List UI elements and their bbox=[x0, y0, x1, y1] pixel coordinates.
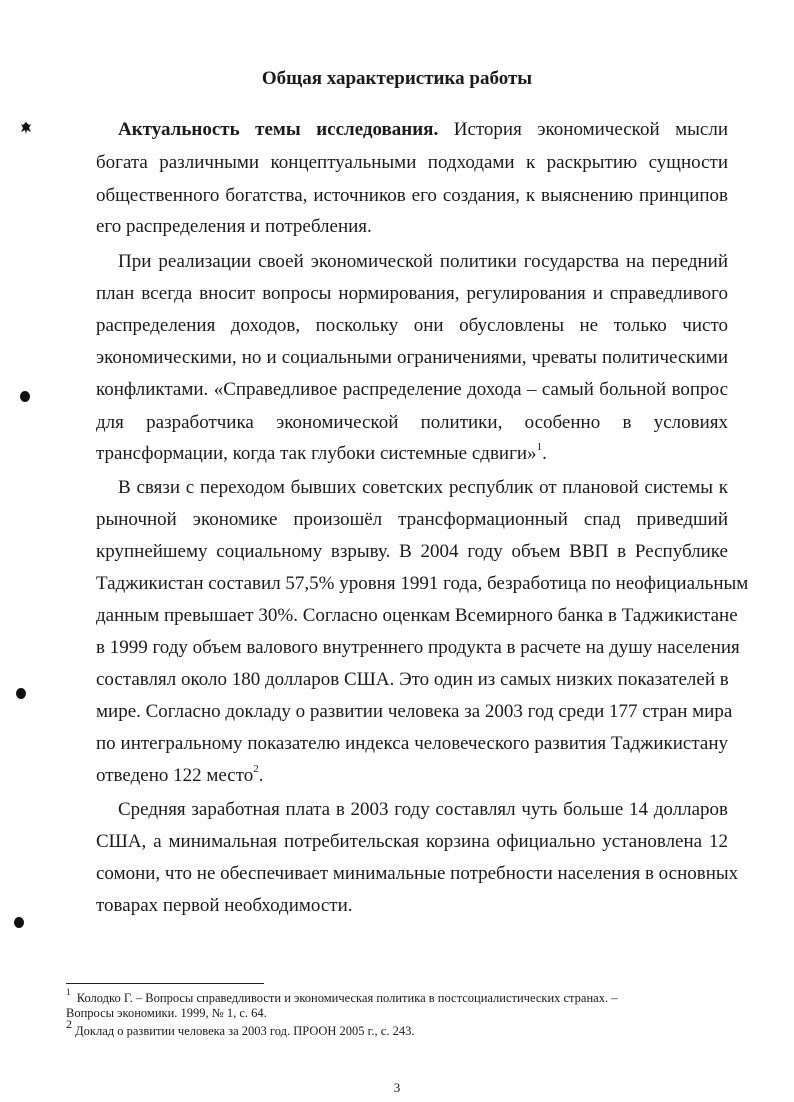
paragraph-line: отведено 122 место$^2$. bbox=[96, 762, 264, 786]
paragraph-line: его распределения и потребления. bbox=[96, 216, 372, 237]
footnote-mark: 1 bbox=[66, 986, 71, 997]
paragraph-line: план всегда вносит вопросы нормирования, регулирования и справедливого bbox=[96, 283, 728, 304]
paragraph-line: Актуальность темы исследования. История экономической мысли bbox=[118, 119, 729, 140]
paragraph-line: трансформации, когда так глубоки системные сдвиги»$^1$. bbox=[96, 440, 547, 464]
paragraph-line: Таджикистан составил 57,5% уровня 1991 года, безработица по неофициальным bbox=[96, 573, 749, 594]
footnote-1: $^1$ Колодко Г. – Вопросы справедливости и экономическая политика в постсоциалистических странах. – bbox=[66, 986, 618, 1005]
paragraph-line: При реализации своей экономической политики государства на передний bbox=[118, 251, 728, 272]
paragraph-line: составлял около 180 долларов США. Это один из самых низких показателей в bbox=[96, 669, 729, 690]
footnote-ref: 1 bbox=[536, 440, 543, 453]
paragraph-line: для разработчика экономической политики, особенно в условиях bbox=[96, 412, 728, 433]
paragraph-line: экономическими, но и социальными ограничениями, чреваты политическими bbox=[96, 347, 728, 368]
paragraph-line: конфликтами. «Справедливое распределение дохода – самый больной вопрос bbox=[96, 379, 728, 400]
margin-hole-icon bbox=[16, 688, 26, 699]
paragraph-line: сомони, что не обеспечивает минимальные потребности населения в основных bbox=[96, 863, 739, 884]
footnote-ref: 2 bbox=[253, 762, 259, 775]
paragraph-line: рыночной экономике произошёл трансформационный спад приведший bbox=[96, 509, 728, 530]
footnote-2: $^2$ Доклад о развитии человека за 2003 год. ПРООН 2005 г., с. 243. bbox=[66, 1016, 415, 1038]
page-number: 3 bbox=[393, 1080, 401, 1095]
paragraph-line: распределения доходов, поскольку они обусловлены не только чисто bbox=[96, 315, 728, 336]
paragraph-line: крупнейшему социальному взрыву. В 2004 году объем ВВП в Республике bbox=[96, 541, 728, 562]
paragraph-line: США, а минимальная потребительская корзина официально установлена 12 bbox=[96, 831, 728, 852]
paragraph-line: богата различными концептуальными подходами к раскрытию сущности bbox=[96, 152, 728, 173]
margin-mark-icon bbox=[20, 121, 32, 135]
footnote-divider bbox=[66, 983, 264, 984]
paragraph-lead: Актуальность темы исследования. bbox=[118, 119, 439, 140]
paragraph-line: мире. Согласно докладу о развитии человека за 2003 год среди 177 стран мира bbox=[96, 701, 733, 722]
paragraph-line: В связи с переходом бывших советских республик от плановой системы к bbox=[118, 477, 728, 498]
paragraph-line: Средняя заработная плата в 2003 году составлял чуть больше 14 долларов bbox=[118, 799, 728, 820]
margin-hole-icon bbox=[14, 917, 24, 928]
paragraph-line: товарах первой необходимости. bbox=[96, 895, 353, 916]
paragraph-line: по интегральному показателю индекса человеческого развития Таджикистану bbox=[96, 733, 728, 754]
footnote-1-continuation: Вопросы экономики. 1999, № 1, с. 64. bbox=[66, 1006, 267, 1020]
footnote-mark: 2 bbox=[66, 1016, 72, 1031]
paragraph-line: данным превышает 30%. Согласно оценкам Всемирного банка в Таджикистане bbox=[96, 605, 738, 626]
page-title: Общая характеристика работы bbox=[261, 68, 533, 89]
paragraph-line: общественного богатства, источников его создания, к выяснению принципов bbox=[96, 185, 728, 206]
margin-hole-icon bbox=[20, 391, 30, 402]
paragraph-line: в 1999 году объем валового внутреннего продукта в расчете на душу населения bbox=[96, 637, 740, 658]
